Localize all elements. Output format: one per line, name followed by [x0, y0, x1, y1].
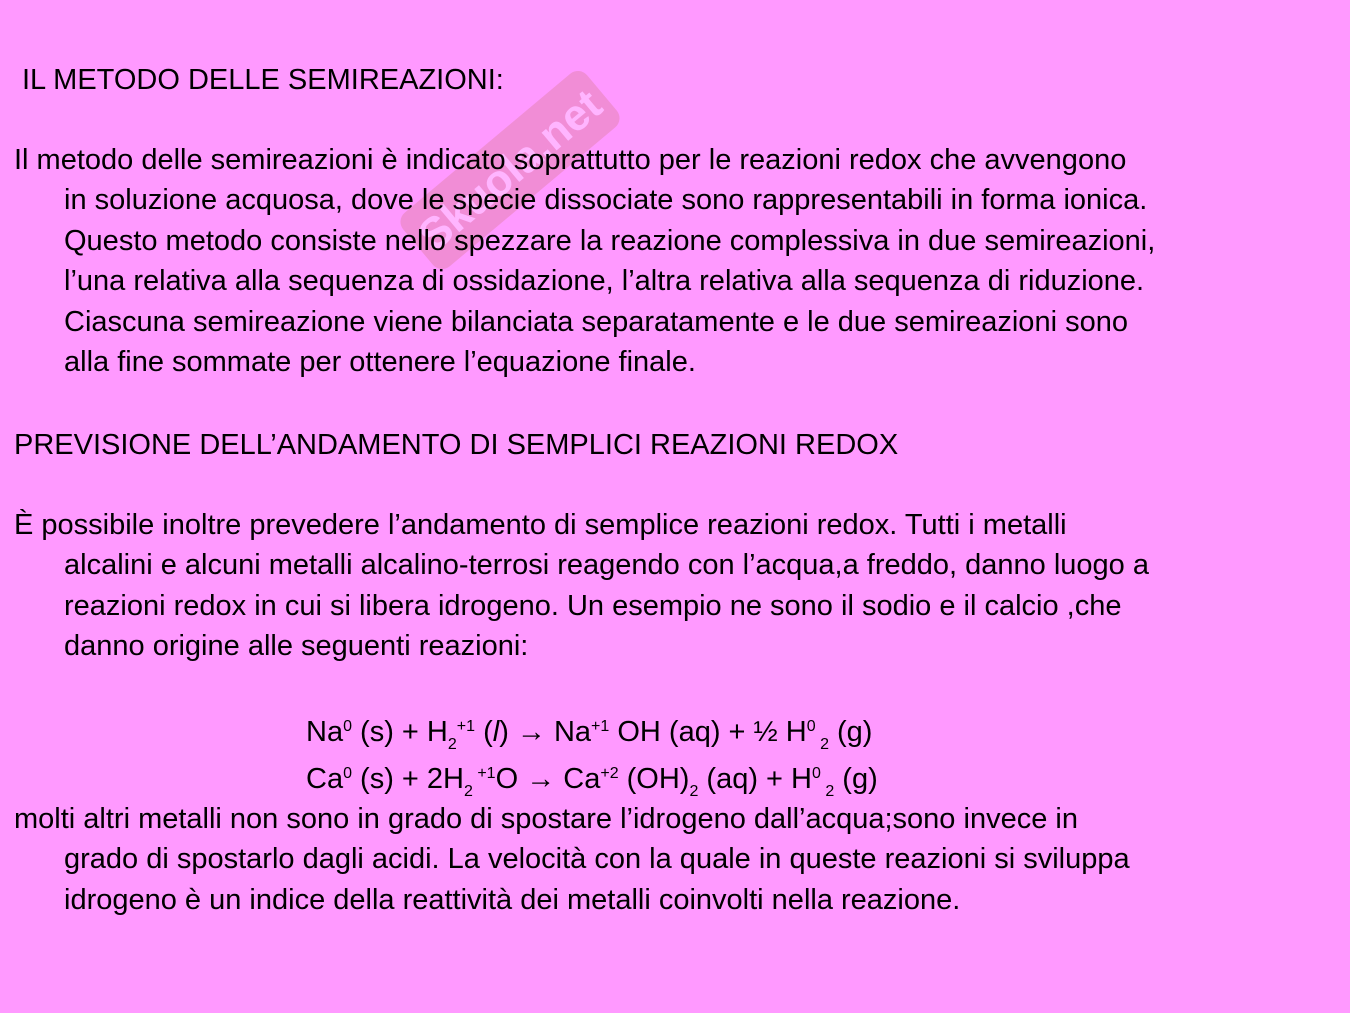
paragraph-semireazioni [14, 140, 1339, 382]
text-line: alla fine sommate per ottenere l’equazione finale. [64, 346, 696, 379]
text-line: Il metodo delle semireazioni è indicato soprattutto per le reazioni redox che avvengono [14, 144, 1127, 176]
text-line: alcalini e alcuni metalli alcalino-terrosi reagendo con l’acqua,a freddo, danno luogo a [64, 549, 1149, 582]
section-heading: PREVISIONE DELL’ANDAMENTO DI SEMPLICI REAZIONI REDOX [14, 429, 899, 461]
text-line: molti altri metalli non sono in grado di spostare l’idrogeno dall’acqua;sono invece in [14, 803, 1078, 835]
equation-calcium: Ca$^0$ $(s) + 2H_2$ $^{+1}O \to Ca^{+2}$ $(OH)_2$ $(aq) + H^0$ $_2$ (g) [306, 763, 878, 800]
text-line: grado di spostarlo dagli acidi. La velocità con la quale in queste reazioni si sviluppa [64, 843, 1130, 876]
equation-sodium: Na$^0$ $(s) + H_2^{+1}$ $(l) \to Na^{+1}$ OH (aq) + ½ $H^0$ $_2$ (g) [306, 716, 873, 753]
text-line: reazioni redox in cui si libera idrogeno. Un esempio ne sono il sodio e il calcio ,che [64, 589, 1122, 622]
paragraph-previsione [14, 505, 1339, 667]
watermark-text: Skuola.net [409, 80, 612, 261]
text-line: in soluzione acquosa, dove le specie dissociate sono rappresentabili in forma ionica. [64, 184, 1148, 217]
text-line: Questo metodo consiste nello spezzare la reazione complessiva in due semireazioni, [64, 224, 1156, 257]
paragraph-altri-metalli [14, 799, 1339, 920]
text-line: danno origine alle seguenti reazioni: [64, 630, 529, 663]
text-line: idrogeno è un indice della reattività dei metalli coinvolti nella reazione. [64, 883, 961, 916]
text-line: È possibile inoltre prevedere l’andamento di semplice reazioni redox. Tutti i metalli [14, 509, 1067, 541]
text-line: l’una relativa alla sequenza di ossidazione, l’altra relativa alla sequenza di riduzione. [64, 265, 1145, 298]
text-line: Ciascuna semireazione viene bilanciata separatamente e le due semireazioni sono [64, 305, 1128, 338]
slide-title: IL METODO DELLE SEMIREAZIONI: [22, 64, 504, 96]
